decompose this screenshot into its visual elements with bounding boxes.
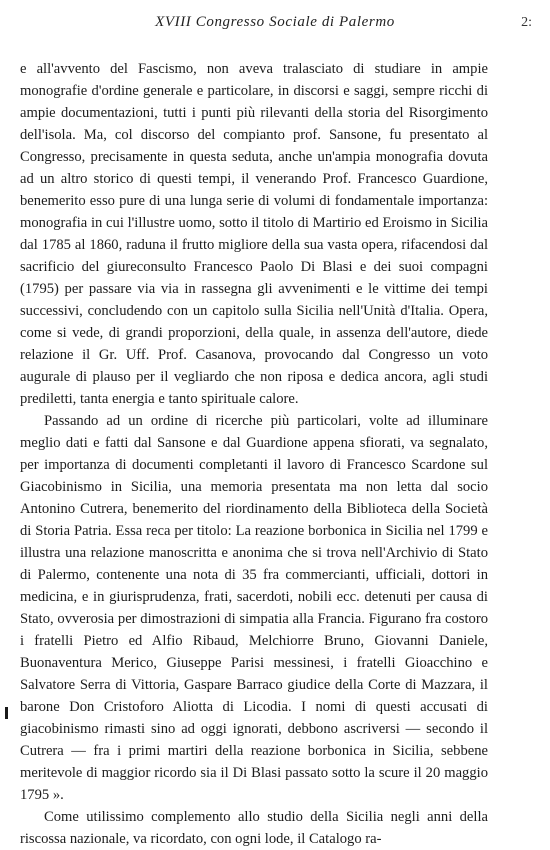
running-title: XVIII Congresso Sociale di Palermo: [155, 14, 395, 30]
paragraph-catalogo: Come utilissimo complemento allo studio della Sicilia negli anni della riscossa nazionale, va ricordato, con ogni lode, il Catalogo ra-: [20, 809, 488, 847]
running-header: [0, 14, 550, 38]
page-number: 2:: [521, 15, 532, 30]
paragraph-continuation: e all'avvento del Fascismo, non aveva tralasciato di studiare in ampie monografie d'ordine generale e particolare, in discorsi e saggi, sempre ricchi di ampie documentazioni, tutti i punti più rilevanti della storia del Risorgimento dell'isola. Ma, col discorso del compianto prof. Sansone, fu presentato al Congresso, precisamente in questa seduta, anche un'ampia monografia dovuta ad un altro storico di questi tempi, il venerando Prof. Francesco Guardione, benemerito esso pure di una lunga serie di volumi di fondamentale importanza: monografia in cui l'illustre uomo, sotto il titolo di Martirio ed Eroismo in Sicilia dal 1785 al 1860, raduna il frutto migliore della sua vasta opera, rifacendosi dal sacrificio del giureconsulto Francesco Paolo Di Blasi e dei suoi compagni (1795) per passare via via in rassegna gli avvenimenti e le vittime dei tempi successivi, concludendo con un capitolo sulla Sicilia nell'Unità d'Italia. Opera, come si vede, di grandi proporzioni, della quale, in assenza dell'autore, diede relazione il Gr. Uff. Prof. Casanova, provocando dal Congresso un voto augurale di plauso per il vegliardo che non riposa e dedica ancora, agli studi prediletti, tanta energia e tanto spirituale calore.: [20, 61, 488, 407]
body-text: [20, 58, 488, 850]
margin-mark: [5, 707, 8, 719]
paragraph-cutrera-memoir: Passando ad un ordine di ricerche più particolari, volte ad illuminare meglio dati e fatti dal Sansone e dal Guardione appena sfiorati, va segnalato, per importanza di documenti completanti il lavoro di Francesco Scardone sul Giacobinismo in Sicilia, una memoria presentata ma non letta dal socio Antonino Cutrera, benemerito del riordinamento della Biblioteca della Società di Storia Patria. Essa reca per titolo: La reazione borbonica in Sicilia nel 1799 e illustra una relazione manoscritta e anonima che si trova nell'Archivio di Stato di Palermo, contenente una nota di 35 fra commercianti, ufficiali, dottori in medicina, e in giurisprudenza, frati, sacerdoti, nobili ecc. detenuti per causa di Stato, ovverosia per dimostrazioni di simpatia alla Francia. Figurano fra costoro i fratelli Pietro ed Alfio Ribaud, Melchiorre Bruno, Giovanni Daniele, Buonaventura Merico, Giuseppe Parisi messinesi, i fratelli Gioacchino e Salvatore Serra di Vittoria, Gaspare Barraco giudice della Corte di Mazzara, il barone Don Cristoforo Aliotta di Licodia. I nomi di questi accusati di giacobinismo rimasti sino ad oggi ignorati, debbono ascriversi — secondo il Cutrera — fra i primi martiri della reazione borbonica in Sicilia, sebbene meritevole di maggior ricordo sia il Di Blasi passato sotto la scure il 20 maggio 1795 ».: [20, 413, 488, 803]
